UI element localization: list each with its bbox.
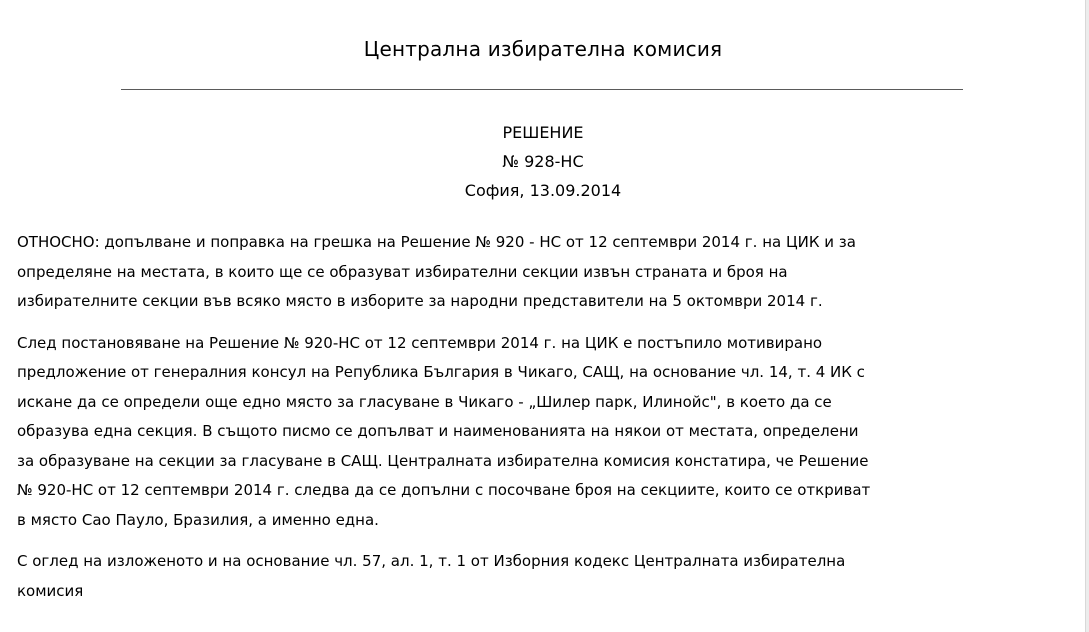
paragraph-line: С оглед на изложеното и на основание чл. 57, ал. 1, т. 1 от Изборния кодекс Централната избирателна bbox=[17, 552, 846, 570]
paragraph-subject bbox=[17, 228, 1077, 317]
paragraph-line: образува една секция. В същото писмо се допълват и наименованията на някои от местата, определени bbox=[17, 422, 859, 440]
institution-heading: Централна избирателна комисия bbox=[363, 37, 723, 61]
decision-number: № 928-НС bbox=[502, 152, 584, 171]
paragraph-line: След постановяване на Решение № 920-НС от 12 септември 2014 г. на ЦИК е постъпило мотивирано bbox=[17, 333, 823, 352]
document-body bbox=[17, 228, 1077, 618]
paragraph-line: за образуване на секции за гласуване в САЩ. Централната избирателна комисия констатира, че Решение bbox=[17, 451, 869, 470]
paragraph-line: № 920-НС от 12 септември 2014 г. следва да се допълни с посочване броя на секциите, които се откриват bbox=[17, 481, 871, 499]
header-divider bbox=[121, 89, 963, 90]
paragraph-line: избирателните секции във всяко място в изборите за народни представители на 5 октомври 2014 г. bbox=[17, 292, 823, 310]
decision-place-date: София, 13.09.2014 bbox=[464, 181, 622, 200]
paragraph-line: в място Сао Пауло, Бразилия, а именно една. bbox=[17, 510, 379, 529]
paragraph-grounds bbox=[17, 547, 1077, 606]
decision-title-block bbox=[0, 118, 1086, 205]
paragraph-reasoning bbox=[17, 329, 1077, 536]
paragraph-line: комисия bbox=[17, 581, 84, 600]
paragraph-line: ОТНОСНО: допълване и поправка на грешка на Решение № 920 - НС от 12 септември 2014 г. на ЦИК и за bbox=[17, 233, 856, 251]
paragraph-line: предложение от генералния консул на Република България в Чикаго, САЩ, на основание чл. 14, т. 4 ИК с bbox=[17, 363, 865, 381]
paragraph-line: искане да се определи още едно място за гласуване в Чикаго - „Шилер парк, Илинойс", в което да се bbox=[17, 392, 832, 411]
decision-title: РЕШЕНИЕ bbox=[502, 123, 584, 142]
paragraph-line: определяне на местата, в които ще се образуват избирателни секции извън страната и броя на bbox=[17, 262, 788, 281]
